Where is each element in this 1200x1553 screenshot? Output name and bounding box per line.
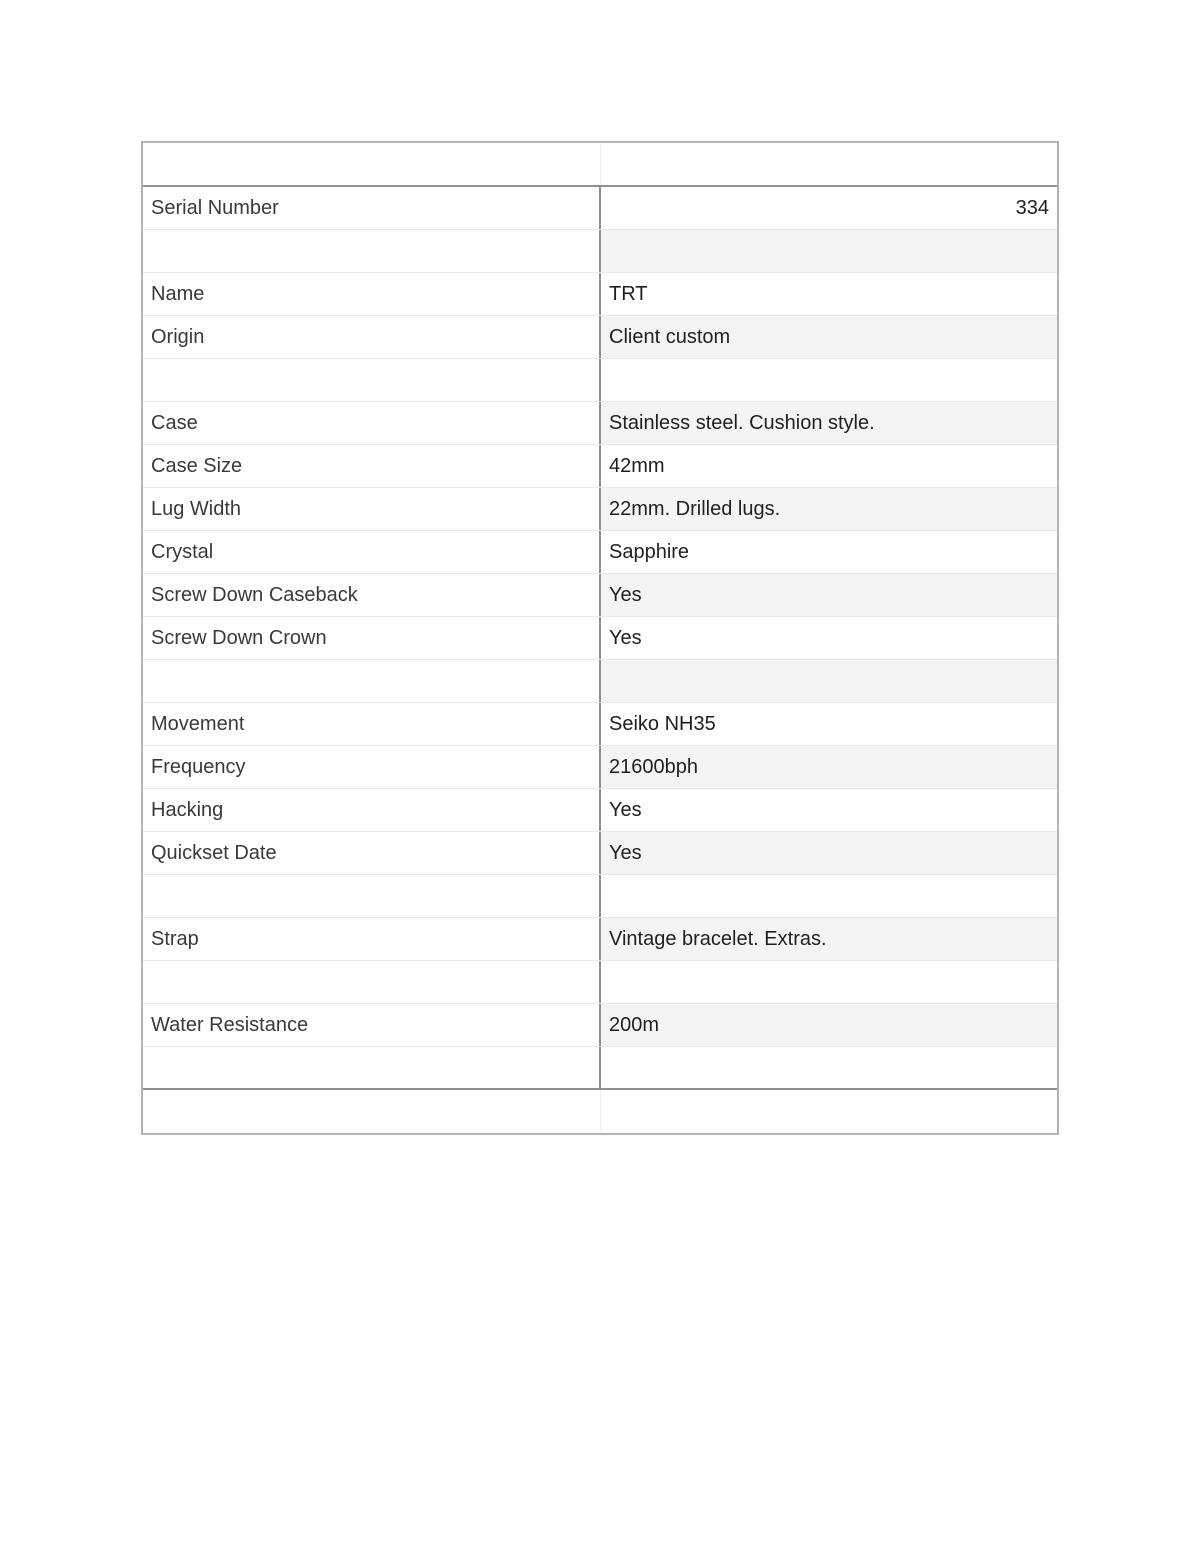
table-row — [143, 574, 1057, 617]
row-label[interactable]: Origin — [143, 316, 601, 358]
footer-cell-value[interactable] — [601, 1090, 1057, 1133]
table-row — [143, 402, 1057, 445]
row-label[interactable]: Screw Down Crown — [143, 617, 601, 659]
row-value[interactable]: Sapphire — [609, 540, 690, 563]
table-row — [143, 273, 1057, 316]
row-value[interactable]: Yes — [609, 798, 642, 821]
row-value[interactable] — [601, 359, 1057, 401]
table-row — [143, 961, 1057, 1004]
table-row — [143, 531, 1057, 574]
row-value[interactable] — [601, 875, 1057, 917]
footer-cell-key[interactable] — [143, 1090, 601, 1133]
row-label[interactable] — [143, 660, 601, 702]
table-row — [143, 1047, 1057, 1090]
row-label[interactable] — [143, 1047, 601, 1088]
row-label[interactable] — [143, 359, 601, 401]
table-row — [143, 918, 1057, 961]
row-label[interactable]: Movement — [143, 703, 601, 745]
row-label[interactable]: Frequency — [143, 746, 601, 788]
header-cell-value[interactable] — [601, 143, 1057, 185]
row-label[interactable] — [143, 875, 601, 917]
row-label[interactable]: Hacking — [143, 789, 601, 831]
row-value[interactable]: 22mm. Drilled lugs. — [601, 488, 1057, 530]
table-row — [143, 703, 1057, 746]
row-label[interactable]: Water Resistance — [143, 1004, 601, 1046]
table-row — [143, 875, 1057, 918]
table-header-row — [143, 143, 1057, 187]
row-value[interactable] — [601, 1047, 1057, 1088]
row-value[interactable]: 21600bph — [601, 746, 1057, 788]
row-value[interactable]: Yes — [601, 574, 1057, 616]
row-value[interactable]: TRT — [609, 282, 648, 305]
table-row — [143, 316, 1057, 359]
row-value[interactable]: Yes — [609, 626, 642, 649]
row-value[interactable]: 334 — [1015, 196, 1049, 219]
row-label[interactable]: Strap — [143, 918, 601, 960]
table-row — [143, 1004, 1057, 1047]
table-footer-row — [143, 1090, 1057, 1133]
table-row — [143, 445, 1057, 488]
table-row — [143, 660, 1057, 703]
table-row — [143, 187, 1057, 230]
row-label[interactable]: Lug Width — [143, 488, 601, 530]
row-label[interactable]: Quickset Date — [143, 832, 601, 874]
row-label[interactable]: Name — [143, 273, 601, 315]
row-value[interactable] — [601, 660, 1057, 702]
table-row — [143, 832, 1057, 875]
row-value[interactable]: 42mm — [609, 454, 665, 477]
table-row — [143, 359, 1057, 402]
table-row — [143, 789, 1057, 832]
row-label[interactable] — [143, 961, 601, 1003]
row-value[interactable] — [601, 961, 1057, 1003]
row-label[interactable]: Serial Number — [143, 187, 601, 229]
row-label[interactable]: Crystal — [143, 531, 601, 573]
row-label[interactable]: Case Size — [143, 445, 601, 487]
table-row — [143, 230, 1057, 273]
row-value[interactable]: 200m — [601, 1004, 1057, 1046]
row-value[interactable]: Vintage bracelet. Extras. — [601, 918, 1057, 960]
row-label[interactable]: Case — [143, 402, 601, 444]
row-label[interactable] — [143, 230, 601, 272]
spec-table — [141, 141, 1059, 1135]
table-row — [143, 746, 1057, 789]
row-value[interactable]: Seiko NH35 — [609, 712, 716, 735]
header-cell-key[interactable] — [143, 143, 601, 185]
table-row — [143, 488, 1057, 531]
row-value[interactable]: Client custom — [601, 316, 1057, 358]
row-value[interactable]: Stainless steel. Cushion style. — [601, 402, 1057, 444]
row-value[interactable] — [601, 230, 1057, 272]
row-label[interactable]: Screw Down Caseback — [143, 574, 601, 616]
row-value[interactable]: Yes — [601, 832, 1057, 874]
table-row — [143, 617, 1057, 660]
